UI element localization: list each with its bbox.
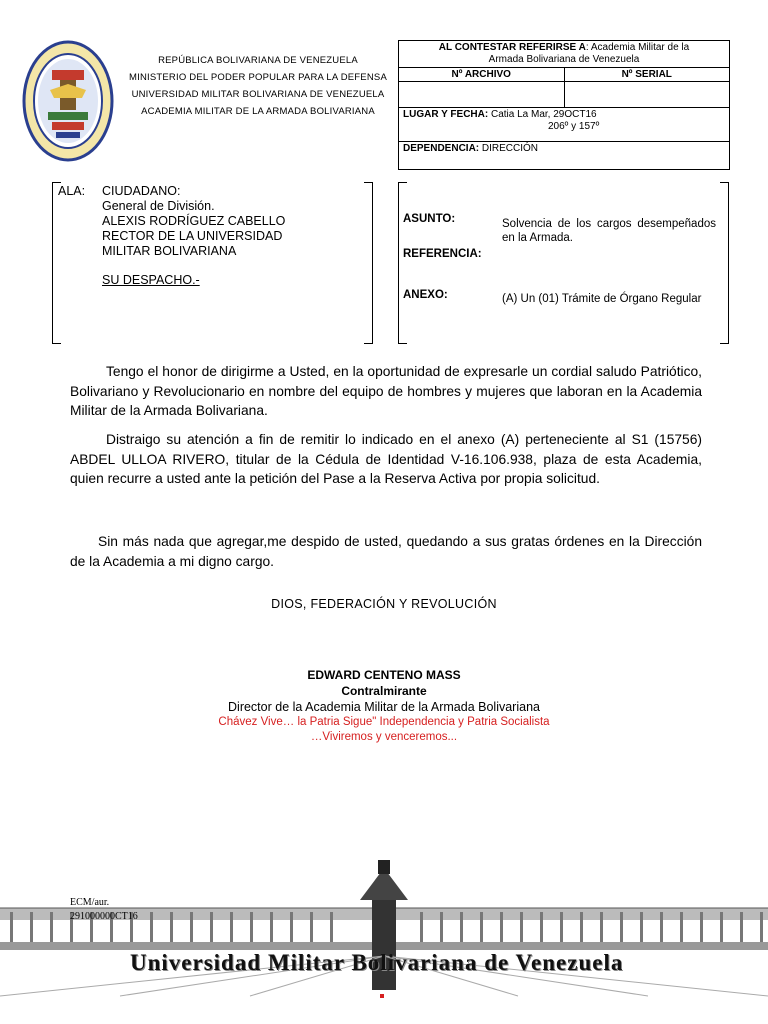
address-line: General de División. [102,199,215,213]
address-line: RECTOR DE LA UNIVERSIDAD [102,229,283,243]
institution-line: UNIVERSIDAD MILITAR BOLIVARIANA DE VENEZUELA [131,89,385,100]
body-paragraph-1 [70,362,702,421]
address-label: ALA: [58,184,86,198]
slogan-line-2: …Viviremos y venceremos... [310,731,458,743]
dependencia-label: DEPENDENCIA: [403,143,480,154]
address-line: ALEXIS RODRÍGUEZ CABELLO [102,214,286,228]
anexo-label: ANEXO: [403,289,448,301]
signatory-rank: Contralmirante [341,684,427,698]
despacho-line: SU DESPACHO.- [102,273,200,287]
footer-code: 291000000CT16 [70,911,138,922]
institution-line: ACADEMIA MILITAR DE LA ARMADA BOLIVARIANA [141,106,375,117]
serial-label: Nº SERIAL [564,68,730,82]
referencia-label: REFERENCIA: [403,248,482,260]
archivo-value [399,82,565,108]
institution-header [118,52,398,120]
slogan-line-1: Chávez Vive… la Patria Sigue" Independencia y Patria Socialista [218,716,550,728]
contestar-value-2: Armada Bolivariana de Venezuela [488,54,640,65]
serial-value [564,82,730,108]
contestar-cell [399,41,730,68]
address-line: MILITAR BOLIVARIANA [102,244,237,258]
anexo-value: (A) Un (01) Trámite de Órgano Regular [502,293,702,305]
footer-initials: ECM/aur. [70,897,110,908]
university-seal-logo [22,40,114,162]
dependencia-value: DIRECCIÓN [481,143,539,154]
signatory-name: EDWARD CENTENO MASS [307,668,461,682]
motto: DIOS, FEDERACIÓN Y REVOLUCIÓN [271,597,497,611]
address-bracket-left [52,182,61,344]
asunto-value: Solvencia de los cargos desempeñados en la Armada. [502,218,716,244]
archivo-label: Nº ARCHIVO [399,68,565,82]
lugar-value-2: 206º y 157º [548,121,600,132]
lugar-cell [399,108,730,142]
footer-banner-graphic [0,860,768,1000]
signatory-title: Director de la Academia Militar de la Armada Bolivariana [228,700,540,714]
address-line: CIUDADANO: [102,184,181,198]
asunto-label: ASUNTO: [403,213,456,225]
institution-line: MINISTERIO DEL PODER POPULAR PARA LA DEFENSA [129,72,387,83]
subject-bracket-left [398,182,407,344]
institution-line: REPÚBLICA BOLIVARIANA DE VENEZUELA [158,55,358,66]
footer-banner-text: Universidad Militar Bolivariana de Venezuela [130,950,624,975]
body-paragraph-2 [70,430,702,489]
reference-box [398,40,730,170]
contestar-label: AL CONTESTAR REFERIRSE A [438,42,586,53]
body-text: Distraigo su atención a fin de remitir lo indicado en el anexo (A) perteneciente al S1 (15756) ABDEL ULLOA RIVERO, titular de la Cédula de Identidad V-16.106.938, plaza de esta Academia, quien recurre a usted ante la petición del Pase a la Reserva Activa por propia solicitud. [70,432,702,486]
address-bracket-right [364,182,373,344]
lugar-label: LUGAR Y FECHA: [403,109,489,120]
body-text: Tengo el honor de dirigirme a Usted, en la oportunidad de expresarle un cordial saludo Patriótico, Bolivariano y Revolucionario en nombre del equipo de hombres y mujeres que laboran en la Academia Militar de la Armada Bolivariana. [70,364,702,418]
lugar-value: Catia La Mar, 29OCT16 [490,109,597,120]
body-paragraph-3 [70,532,702,571]
contestar-value: : Academia Militar de la [585,42,690,53]
body-text: Sin más nada que agregar,me despido de usted, quedando a sus gratas órdenes en la Dirección de la Academia a mi digno cargo. [70,534,702,569]
dependencia-cell [399,142,730,170]
subject-bracket-right [720,182,729,344]
